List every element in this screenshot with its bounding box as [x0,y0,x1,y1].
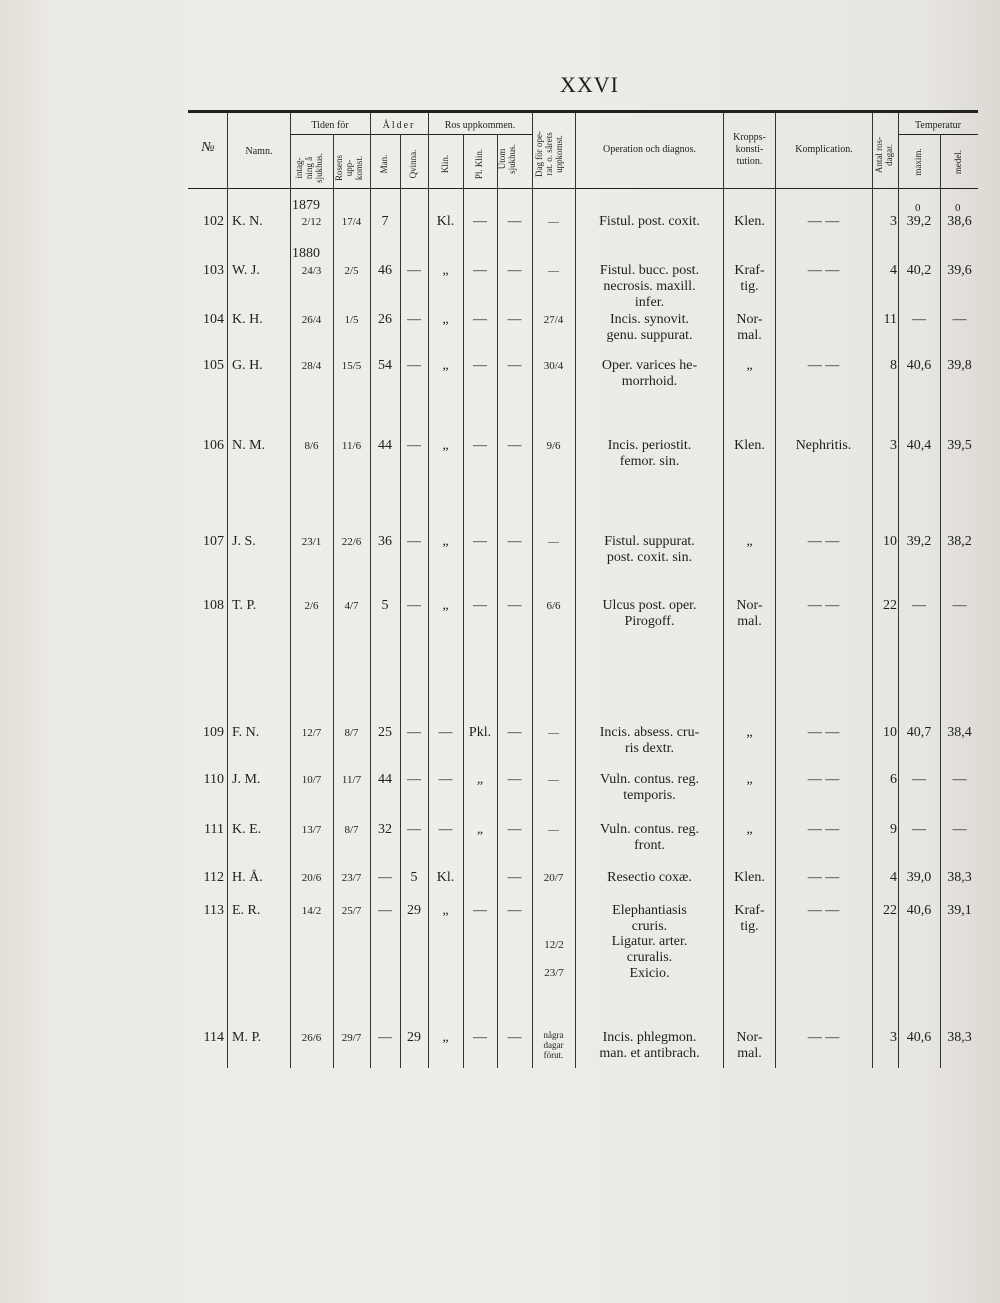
dag-cell: 12/2 [544,939,564,951]
rosens-cell: 8/7 [344,824,359,836]
man-cell: 36 [378,534,392,549]
header-rosens: Rosens upp- komst. [334,155,364,182]
komp-cell: — — [807,903,840,918]
man-cell: 7 [381,214,389,229]
rosens-cell: 25/7 [341,905,362,917]
klin-cell: — [438,725,453,740]
pl-cell: — [473,214,487,229]
name-cell: W. J. [232,263,260,278]
name-cell: M. P. [232,1030,262,1045]
intag-cell: 26/6 [301,1032,322,1044]
max-cell: — [912,822,926,837]
med-cell: 38,3 [947,870,972,885]
rosens-cell: 29/7 [341,1032,362,1044]
klin-cell: „ [442,358,449,373]
col-rule [898,113,899,1068]
operation-line: Vuln. contus. reg. [599,772,700,787]
dag-cell: — [548,824,559,836]
operation-line: necrosis. maxill. [603,279,696,294]
dag-cell: 27/4 [543,314,564,326]
qvinna-cell: — [407,438,421,453]
max-cell: 39,2 [906,534,932,549]
col-rule [370,113,371,1068]
header-tiden-for: Tiden för [311,120,349,131]
qvinna-cell: 29 [407,903,421,918]
komp-cell: Nephritis. [795,438,852,453]
temp-degree-mark: 0 [955,202,961,214]
antal-cell: 9 [890,822,897,837]
max-cell: 40,7 [906,725,932,740]
operation-line: Ligatur. arter. [611,934,688,949]
constitution-line: Kraf- [734,263,765,278]
klin-cell: „ [442,438,449,453]
man-cell: 25 [378,725,392,740]
qvinna-cell: — [407,534,421,549]
name-cell: T. P. [232,598,257,613]
antal-cell: 22 [883,598,897,613]
dag-cell: — [548,265,559,277]
header-operation: Operation och diagnos. [602,144,697,155]
header-klin: Klin. [440,154,450,174]
klin-cell: — [438,822,453,837]
qvinna-cell: — [407,358,421,373]
med-cell: 39,6 [947,263,972,278]
constitution-line: „ [746,725,753,740]
pl-cell: — [473,903,487,918]
med-cell: — [952,772,967,787]
qvinna-cell: — [407,598,421,613]
klin-cell: „ [442,534,449,549]
name-cell: K. E. [232,822,262,837]
dag-cell: 9/6 [546,440,561,452]
operation-line: Incis. absess. cru- [599,725,700,740]
antal-cell: 22 [883,903,897,918]
intag-cell: 10/7 [301,774,322,786]
max-cell: 39,0 [906,870,932,885]
operation-line: cruris. [631,919,668,934]
page-number: XXVI [560,72,619,97]
header-alder: Ålder [382,120,416,131]
klin-cell: „ [442,263,449,278]
temp-sub-rule [898,134,978,135]
med-cell: — [952,822,967,837]
qvinna-cell: 29 [407,1030,421,1045]
antal-cell: 4 [890,870,897,885]
rosens-cell: 17/4 [341,216,362,228]
komp-cell: — — [807,214,840,229]
no-cell: 109 [203,725,224,740]
col-rule [775,113,776,1068]
operation-line: man. et antibrach. [599,1046,700,1061]
name-cell: G. H. [232,358,263,373]
constitution-line: „ [746,822,753,837]
pl-cell: — [473,263,487,278]
col-rule [532,113,533,1068]
operation-line: Incis. periostit. [607,438,692,453]
name-cell: K. H. [232,312,263,327]
rosens-cell: 15/5 [341,360,362,372]
operation-line: Incis. synovit. [610,312,689,327]
utom-cell: — [507,598,522,613]
komp-cell: — — [807,725,840,740]
operation-line: femor. sin. [619,454,680,469]
header-qvinna: Qvinna. [408,149,418,179]
klin-cell: — [438,772,453,787]
komp-cell: — — [807,1030,840,1045]
name-cell: F. N. [232,725,260,740]
max-cell: 40,6 [906,903,932,918]
utom-cell: — [507,534,522,549]
intag-cell: 2/6 [304,600,319,612]
name-cell: J. M. [232,772,261,787]
operation-line: Fistul. bucc. post. [599,263,700,278]
man-cell: — [378,1030,392,1045]
intag-cell: 23/1 [301,536,322,548]
operation-line: Fistul. suppurat. [604,534,695,549]
constitution-line: mal. [737,328,762,343]
max-cell: 40,4 [906,438,932,453]
med-cell: — [952,312,967,327]
no-cell: 113 [203,903,224,918]
rosens-cell: 4/7 [344,600,359,612]
med-cell: 38,6 [947,214,972,229]
pl-cell: — [473,1030,487,1045]
header-utom: Utom sjukhus. [497,144,517,174]
rosens-cell: 1/5 [344,314,359,326]
operation-line: infer. [634,295,665,310]
dag-cell: 20/7 [543,872,564,884]
rosens-cell: 11/6 [341,440,362,452]
antal-cell: 6 [890,772,897,787]
antal-cell: 8 [890,358,897,373]
med-cell: 38,3 [947,1030,972,1045]
constitution-line: Klen. [734,214,765,229]
med-cell: — [952,598,967,613]
antal-cell: 10 [883,725,897,740]
klin-cell: „ [442,312,449,327]
constitution-line: mal. [737,1046,762,1061]
header-no: № [201,140,215,155]
pl-cell: — [473,534,487,549]
intag-cell: 24/3 [301,265,322,277]
operation-line: ris dextr. [625,741,674,756]
man-cell: — [378,870,392,885]
man-cell: 54 [378,358,392,373]
med-cell: 39,1 [947,903,972,918]
header-medel: medel. [953,149,963,175]
man-cell: 32 [378,822,392,837]
no-cell: 111 [204,822,224,837]
dag-cell: 6/6 [546,600,561,612]
operation-line: genu. suppurat. [606,328,693,343]
utom-cell: — [507,312,522,327]
rosens-cell: 22/6 [341,536,362,548]
komp-cell: — — [807,772,840,787]
dag-cell: — [548,216,559,228]
rosens-cell: 11/7 [341,774,362,786]
header-name: Namn. [245,146,273,157]
no-cell: 103 [203,263,224,278]
operation-line: Exicio. [629,966,670,981]
constitution-line: tig. [740,919,759,934]
constitution-line: Nor- [736,1030,763,1045]
name-cell: E. R. [232,903,261,918]
operation-line: Vuln. contus. reg. [599,822,700,837]
name-cell: J. S. [232,534,256,549]
operation-line: Oper. varices he- [601,358,698,373]
constitution-line: Nor- [736,312,763,327]
dag-cell: 30/4 [543,360,564,372]
utom-cell: — [507,438,522,453]
pl-cell: — [473,598,487,613]
med-cell: 39,5 [947,438,972,453]
operation-line: Resectio coxæ. [607,870,692,885]
header-komplication: Komplication. [795,144,853,155]
header-antal: Antal ros- dagar. [874,136,894,174]
constitution-line: „ [746,772,753,787]
utom-cell: — [507,772,522,787]
rosens-cell: 8/7 [344,727,359,739]
max-cell: 39,2 [906,214,932,229]
no-cell: 105 [203,358,224,373]
no-cell: 108 [203,598,224,613]
antal-cell: 3 [890,1030,897,1045]
man-cell: 44 [378,772,392,787]
utom-cell: — [507,822,522,837]
man-cell: 5 [381,598,389,613]
utom-cell: — [507,214,522,229]
no-cell: 106 [203,438,224,453]
constitution-line: tig. [740,279,759,294]
max-cell: — [912,312,926,327]
klin-cell: Kl. [436,214,455,229]
man-cell: 46 [378,263,392,278]
qvinna-cell: — [407,312,421,327]
operation-line: cruralis. [626,950,673,965]
operation-line: Pirogoff. [624,614,675,629]
qvinna-cell: — [407,263,421,278]
pl-cell: „ [476,822,484,837]
header-temperatur: Temperatur [915,120,961,131]
utom-cell: — [507,725,522,740]
header-intag: intag- ning å sjukhus. [294,153,324,183]
intag-cell: 26/4 [301,314,322,326]
man-cell: 44 [378,438,392,453]
max-cell: 40,6 [906,1030,932,1045]
pl-cell: Pkl. [468,725,492,740]
max-cell: 40,6 [906,358,932,373]
qvinna-cell: — [407,772,421,787]
dag-cell: — [548,727,559,739]
operation-line: Fistul. post. coxit. [599,214,700,229]
antal-cell: 11 [883,312,897,327]
operation-line: post. coxit. sin. [606,550,693,565]
header-dag-for: Dag för ope- rat. o. sårets uppkomst. [534,131,564,177]
utom-cell: — [507,1030,522,1045]
name-cell: H. Å. [232,870,263,885]
klin-cell: „ [442,903,449,918]
rosens-cell: 23/7 [341,872,362,884]
operation-line: Incis. phlegmon. [602,1030,697,1045]
klin-cell: „ [442,598,449,613]
pl-cell: — [473,438,487,453]
klin-cell: „ [442,1030,449,1045]
komp-cell: — — [807,263,840,278]
col-rule [227,113,228,1068]
intag-cell: 14/2 [301,905,322,917]
man-cell: 26 [378,312,392,327]
operation-line: Ulcus post. oper. [602,598,697,613]
med-cell: 38,2 [947,534,972,549]
constitution-line: Klen. [734,438,765,453]
alder-sub-rule [370,134,428,135]
intag-cell: 20/6 [301,872,322,884]
komp-cell: — — [807,534,840,549]
col-rule [290,113,291,1068]
qvinna-cell: — [407,822,421,837]
qvinna-cell: 5 [410,870,418,885]
pl-cell: — [473,358,487,373]
temp-degree-mark: 0 [915,202,921,214]
table-top-rule [188,110,978,113]
intag-cell: 13/7 [301,824,322,836]
max-cell: — [912,598,926,613]
dag-cell: 23/7 [544,967,564,979]
operation-line: Elephantiasis [612,903,687,918]
pl-cell: — [473,312,487,327]
constitution-line: mal. [737,614,762,629]
operation-line: temporis. [623,788,676,803]
dag-cell: några dagar förut. [543,1030,564,1060]
header-maxim: maxim. [913,148,923,176]
man-cell: — [378,903,392,918]
utom-cell: — [507,870,522,885]
constitution-line: Kraf- [734,903,765,918]
intag-cell: 28/4 [301,360,322,372]
komp-cell: — — [807,598,840,613]
no-cell: 107 [203,534,224,549]
operation-line: morrhoid. [621,374,678,389]
constitution-line: „ [746,358,753,373]
antal-cell: 4 [890,263,897,278]
antal-cell: 3 [890,214,897,229]
no-cell: 104 [203,312,224,327]
no-cell: 102 [203,214,224,229]
komp-cell: — — [807,870,840,885]
operation-line: front. [634,838,665,853]
header-man: Man. [379,154,389,174]
tiden-sub-rule [290,134,370,135]
year-label: 1879 [292,198,320,213]
constitution-line: „ [746,534,753,549]
intag-cell: 8/6 [304,440,319,452]
no-cell: 114 [203,1030,224,1045]
dag-cell: — [548,774,559,786]
constitution-line: Nor- [736,598,763,613]
header-ros-uppkommen: Ros uppkommen. [444,120,516,131]
year-label: 1880 [292,246,320,261]
utom-cell: — [507,358,522,373]
header-kropps: Kropps- konsti- tution. [733,132,766,167]
header-pl-klin: Pl. Klin. [474,148,484,180]
name-cell: K. N. [232,214,263,229]
no-cell: 110 [203,772,224,787]
intag-cell: 2/12 [301,216,322,228]
komp-cell: — — [807,822,840,837]
pl-cell: „ [476,772,484,787]
antal-cell: 3 [890,438,897,453]
antal-cell: 10 [883,534,897,549]
dag-cell: — [548,536,559,548]
utom-cell: — [507,903,522,918]
col-rule [872,113,873,1068]
med-cell: 38,4 [947,725,972,740]
no-cell: 112 [203,870,224,885]
max-cell: — [912,772,926,787]
qvinna-cell: — [407,725,421,740]
name-cell: N. M. [232,438,266,453]
rosens-cell: 2/5 [344,265,359,277]
komp-cell: — — [807,358,840,373]
constitution-line: Klen. [734,870,765,885]
intag-cell: 12/7 [301,727,322,739]
max-cell: 40,2 [906,263,932,278]
klin-cell: Kl. [436,870,455,885]
utom-cell: — [507,263,522,278]
med-cell: 39,8 [947,358,972,373]
col-rule [428,113,429,1068]
